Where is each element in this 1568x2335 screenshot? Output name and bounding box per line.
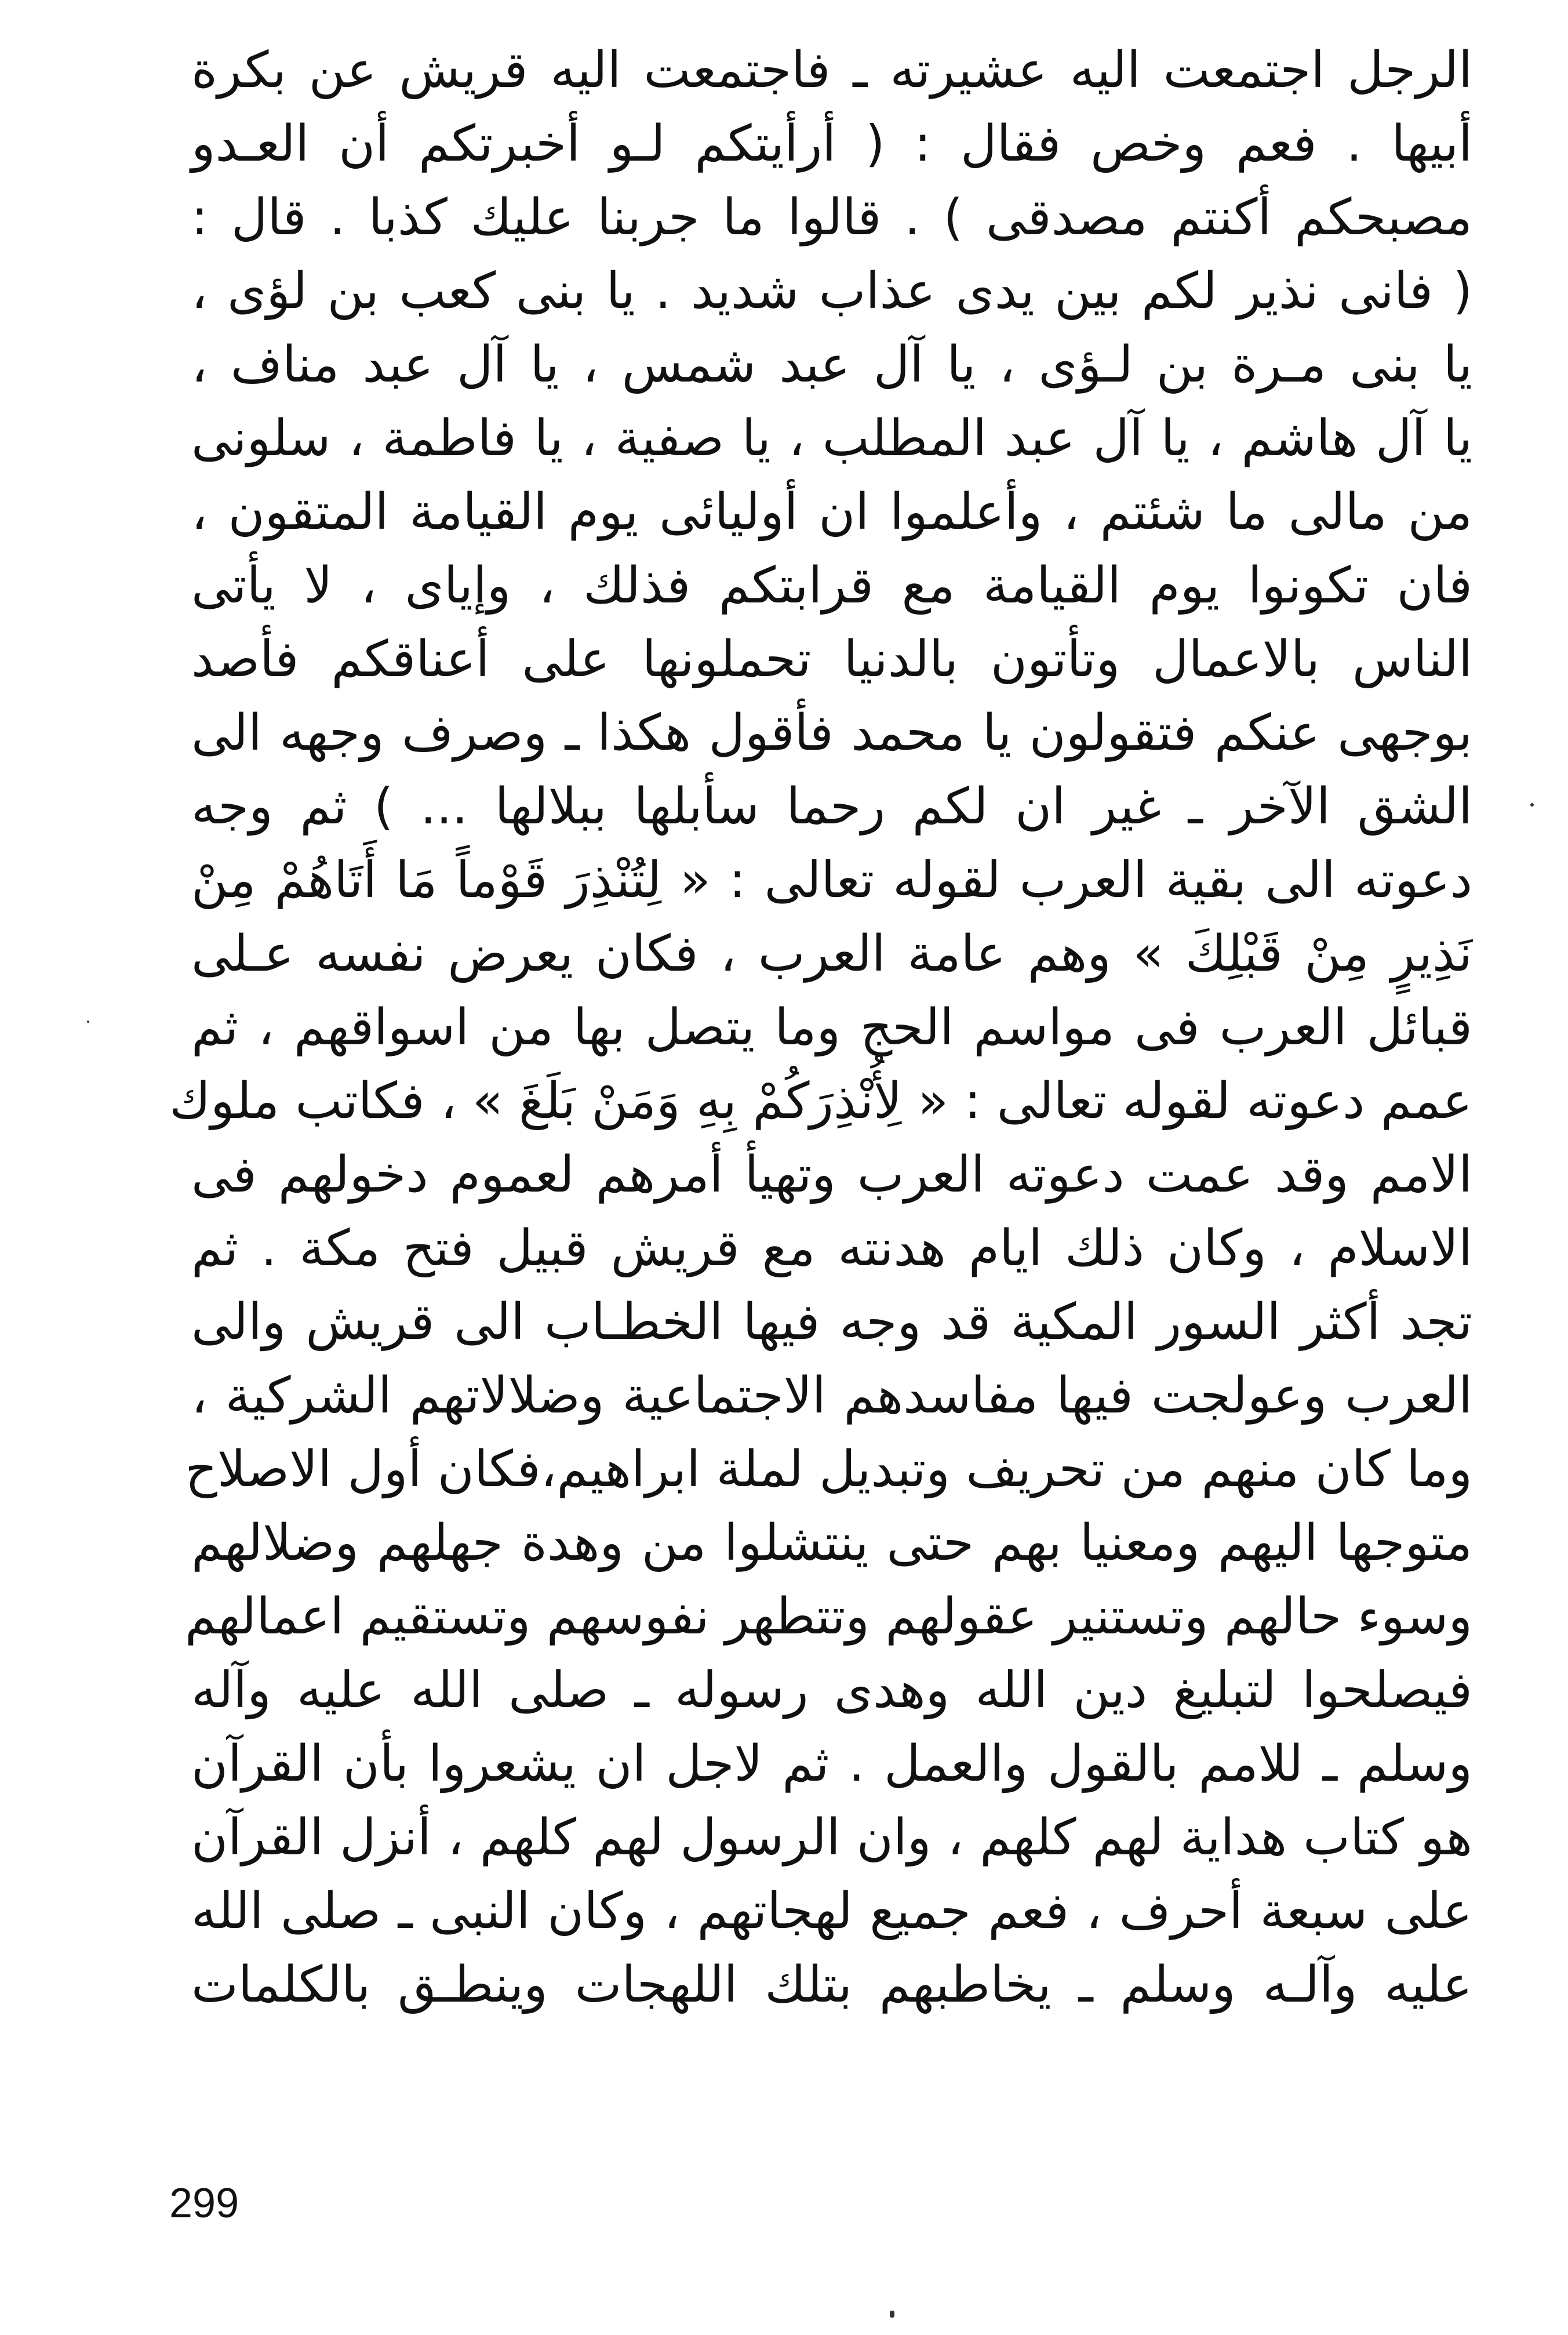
text-line: تجد أكثر السور المكية قد وجه فيها الخطـاب الى قريش والى [191, 1293, 1472, 1351]
text-line: وسلم ـ للامم بالقول والعمل . ثم لاجل ان يشعروا بأن القرآن [191, 1735, 1472, 1793]
text-line: مصبحكم أكنتم مصدقى ) . قالوا ما جربنا عليك كذبا . قال : [191, 188, 1472, 246]
page-number: 299 [169, 2180, 239, 2227]
scan-speck [87, 1021, 89, 1023]
scan-speck [890, 2311, 894, 2318]
text-line: يا آل هاشم ، يا آل عبد المطلب ، يا صفية ، يا فاطمة ، سلونى [191, 409, 1472, 467]
text-line: فان تكونوا يوم القيامة مع قرابتكم فذلك ، وإياى ، لا يأتى [191, 557, 1472, 615]
text-line: قبائل العرب فى مواسم الحج وما يتصل بها من اسواقهم ، ثم [191, 998, 1472, 1056]
text-line: هو كتاب هداية لهم كلهم ، وان الرسول لهم كلهم ، أنزل القرآن [191, 1809, 1472, 1866]
text-line: الامم وقد عمت دعوته العرب وتهيأ أمرهم لعموم دخولهم فى [191, 1146, 1472, 1204]
text-line: فيصلحوا لتبليغ دين الله وهدى رسوله ـ صلى الله عليه وآله [191, 1661, 1472, 1719]
text-line: الناس بالاعمال وتأتون بالدنيا تحملونها على أعناقكم فأصد [191, 630, 1472, 688]
text-line: أبيها . فعم وخص فقال : ( أرأيتكم لـو أخبرتكم أن العـدو [191, 115, 1472, 173]
text-line-quran-verse: دعوته الى بقية العرب لقوله تعالى : « لِتُنْذِرَ قَوْماً مَا أَتَاهُمْ مِنْ [191, 851, 1472, 909]
text-line: وسوء حالهم وتستنير عقولهم وتتطهر نفوسهم وتستقيم اعمالهم [185, 1588, 1472, 1646]
text-line: الشق الآخر ـ غير ان لكم رحما سأبلها ببلالها ... ) ثم وجه [191, 778, 1472, 836]
text-line: ( فانى نذير لكم بين يدى عذاب شديد . يا بنى كعب بن لؤى ، [191, 262, 1472, 320]
text-line: على سبعة أحرف ، فعم جميع لهجاتهم ، وكان النبى ـ صلى الله [191, 1882, 1472, 1940]
text-line-quran-verse: عمم دعوته لقوله تعالى : « لِأُنْذِرَكُمْ بِهِ وَمَنْ بَلَغَ » ، فكاتب ملوك [169, 1072, 1472, 1130]
text-line: وما كان منهم من تحريف وتبديل لملة ابراهيم،فكان أول الاصلاح [185, 1440, 1472, 1498]
text-line: عليه وآلـه وسلم ـ يخاطبهم بتلك اللهجات وينطـق بالكلمات [191, 1956, 1472, 2014]
text-line: العرب وعولجت فيها مفاسدهم الاجتماعية وضلالاتهم الشركية ، [191, 1367, 1472, 1425]
text-line: الرجل اجتمعت اليه عشيرته ـ فاجتمعت اليه قريش عن بكرة [191, 41, 1472, 99]
text-line: يا بنى مـرة بن لـؤى ، يا آل عبد شمس ، يا آل عبد مناف ، [191, 336, 1472, 394]
text-line-quran-verse: نَذِيرٍ مِنْ قَبْلِكَ » وهم عامة العرب ، فكان يعرض نفسه عـلى [191, 925, 1472, 983]
scan-speck [1530, 803, 1534, 807]
text-line: متوجها اليهم ومعنيا بهم حتى ينتشلوا من وهدة جهلهم وضلالهم [191, 1514, 1472, 1572]
text-line: من مالى ما شئتم ، وأعلموا ان أوليائى يوم القيامة المتقون ، [191, 483, 1472, 541]
text-line: الاسلام ، وكان ذلك ايام هدنته مع قريش قبيل فتح مكة . ثم [191, 1219, 1472, 1277]
text-line: بوجهى عنكم فتقولون يا محمد فأقول هكذا ـ وصرف وجهه الى [191, 704, 1472, 762]
body-text [169, 34, 1472, 2022]
